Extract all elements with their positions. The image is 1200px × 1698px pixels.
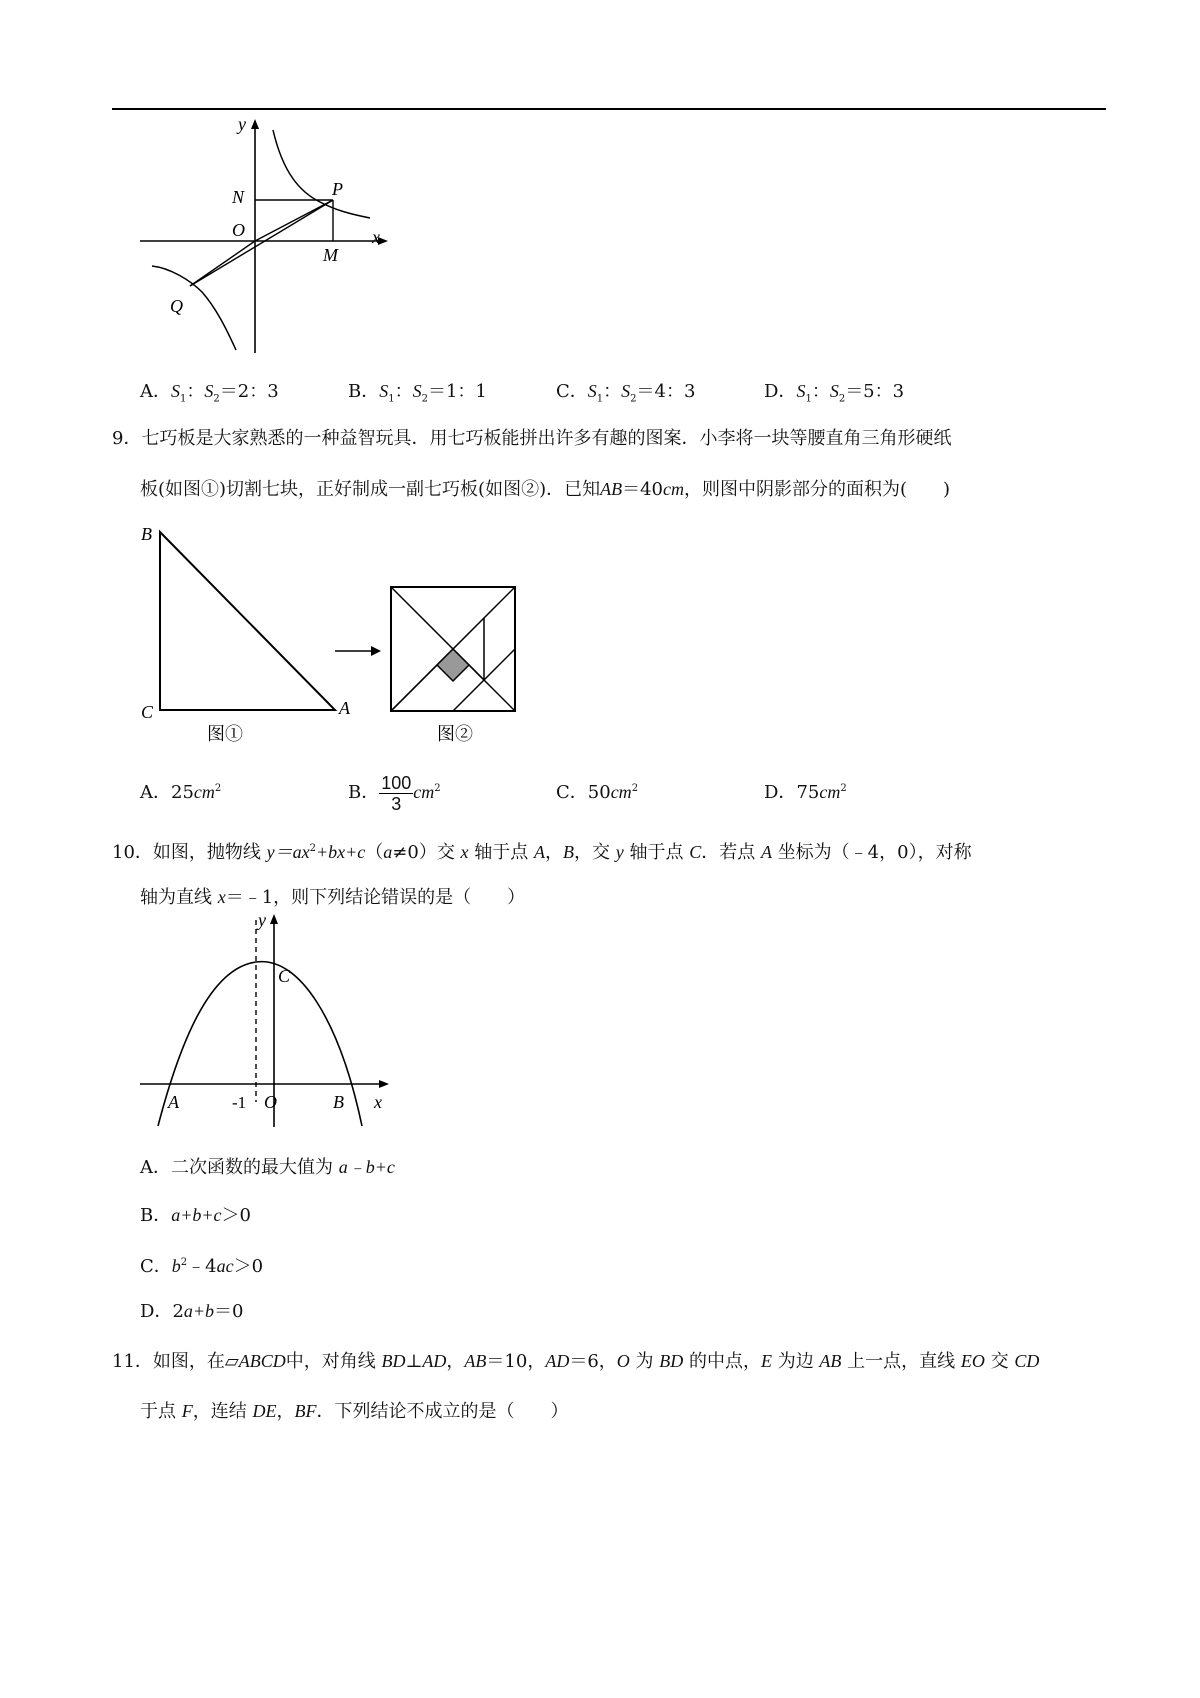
svg-text:O: O [264,1092,277,1112]
svg-text:A: A [168,1092,179,1112]
q10-figure [140,912,400,1132]
q10-option-d: D．2a+b＝0 [140,1301,244,1322]
q8-option-d: D．$S_1$：$S_2=5$：3 [764,381,905,405]
parabola [158,962,362,1126]
header-rule [112,108,1106,110]
q11-line1: 11．如图，在▱ABCD中，对角线 BD⊥AD，AB＝10，AD＝6，O 为 BD 的中点，E 为边 AB 上一点，直线 EO 交 CD [112,1351,1040,1372]
q9-figure [135,520,555,750]
q9-line1: 9．七巧板是大家熟悉的一种益智玩具．用七巧板能拼出许多有趣的图案．小李将一块等腰直角三角形硬纸 [112,428,952,449]
svg-text:C: C [141,702,154,722]
label-M: M [323,245,338,265]
label-y: y [238,118,246,134]
triangle [160,532,335,710]
hyperbola-branch-1 [273,130,370,218]
label-Q: Q [170,296,183,316]
svg-text:x: x [374,1092,382,1112]
svg-text:B: B [141,524,152,544]
q8-figure [140,118,390,358]
svg-text:图②: 图② [437,724,473,744]
svg-text:-1: -1 [232,1093,247,1112]
q9-option-a: A．$25cm^2$ [140,782,222,803]
svg-text:图①: 图① [207,724,243,744]
q9-line2: 板(如图①)切割七块，正好制成一副七巧板(如图②)．已知AB＝40cm，则图中阴影部分的面积为( ) [140,479,951,500]
q10-option-b: B．a+b+c＞0 [140,1205,251,1226]
q8-option-b: B．$S_1$：$S_2=1$：1 [348,381,487,405]
q10-option-a: A．二次函数的最大值为 a﹣b+c [140,1157,395,1178]
label-P: P [332,179,343,199]
svg-text:y: y [258,912,266,930]
q9-option-b: B． $\frac{100}{3}$ $cm^2$ [348,772,441,814]
label-O: O [232,220,245,240]
svg-text:C: C [278,966,291,986]
hyperbola-branch-2 [152,266,236,350]
label-x: x [372,227,380,247]
shaded-square [437,649,469,681]
svg-text:B: B [333,1092,344,1112]
q10-option-c: C．$b^2﹣4ac>0$ [140,1256,264,1277]
q9-option-c: C．$50cm^2$ [556,782,639,803]
q9-option-d: D．$75cm^2$ [764,782,847,803]
q10-line1: 10．如图，抛物线 $y=ax^2+bx+c(a\ne 0)$交 x 轴于点 A，B，交 y 轴于点 C．若点 A 坐标为（﹣4，0），对称 [112,842,972,863]
label-N: N [232,187,245,207]
q10-line2: 轴为直线 x＝﹣1，则下列结论错误的是（ ） [140,887,526,908]
svg-text:A: A [339,698,350,718]
q11-line2: 于点 F，连结 DE，BF．下列结论不成立的是（ ） [140,1401,569,1422]
q8-option-c: C．$S_1$：$S_2=4$：3 [556,381,696,405]
q8-option-a: A．$S_1$：$S_2=2$：3 [140,381,279,405]
